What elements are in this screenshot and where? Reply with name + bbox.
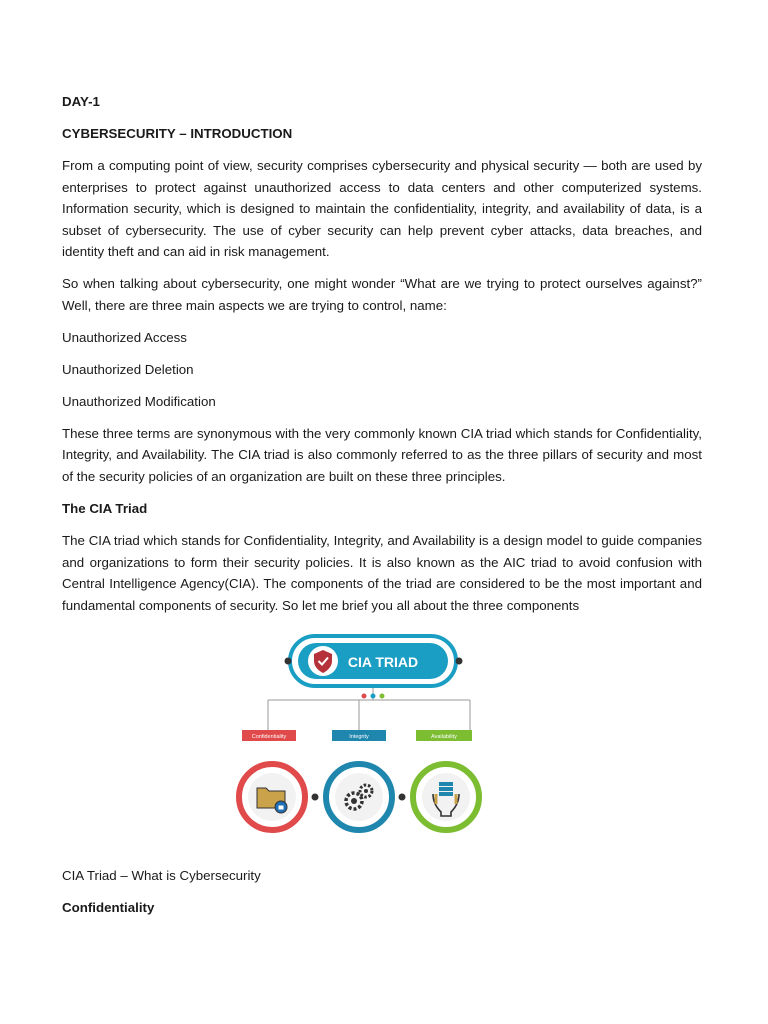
connector-dot <box>399 794 406 801</box>
paragraph-aspects: So when talking about cybersecurity, one might wonder “What are we trying to protect ourselves against?” Well, there are three main aspects we are trying to control, name: <box>62 276 702 313</box>
cia-triad-figure <box>235 630 535 865</box>
label-confidentiality <box>242 730 296 741</box>
svg-text:Integrity: Integrity <box>349 734 369 741</box>
document-page <box>62 91 702 929</box>
svg-text:Confidentiality: Confidentiality <box>251 734 287 741</box>
paragraph-cia-terms: These three terms are synonymous with the very commonly known CIA triad which stands for Confidentiality, Integrity, and Availability. The CIA triad is also commonly referred to as the three pillars of security and most of the security policies of an organization are built on these three principles. <box>62 425 702 485</box>
page-title: CYBERSECURITY – INTRODUCTION <box>62 125 293 141</box>
banner-title: CIA TRIAD <box>347 654 419 671</box>
list-item-modification: Unauthorized Modification <box>62 393 216 409</box>
paragraph-intro: From a computing point of view, security comprises cybersecurity and physical security — both are used by enterprises to protect against unauthorized access to data centers and other computerized systems. Information security, which is designed to maintain the confidentiality, integrity, and availability of data, is a subset of cybersecurity. The use of cyber security can help prevent cyber attacks, data breaches, and identity theft and can aid in risk management. <box>62 157 702 260</box>
day-label: DAY-1 <box>62 94 100 109</box>
confidentiality-circle <box>239 764 305 830</box>
section-heading-confidentiality: Confidentiality <box>62 900 155 916</box>
cia-banner <box>285 636 463 686</box>
label-availability <box>416 730 472 741</box>
integrity-circle <box>326 764 392 830</box>
triad-connectors <box>268 688 470 730</box>
list-item-deletion: Unauthorized Deletion <box>62 361 194 377</box>
availability-circle <box>413 764 479 830</box>
section-heading-cia-triad: The CIA Triad <box>62 501 148 517</box>
connector-dot <box>312 794 319 801</box>
label-integrity <box>332 730 386 741</box>
list-item-access: Unauthorized Access <box>62 329 187 345</box>
figure-caption: CIA Triad – What is Cybersecurity <box>62 868 261 884</box>
shield-check-icon <box>308 646 338 676</box>
svg-text:Availability: Availability <box>431 734 457 741</box>
paragraph-cia-model: The CIA triad which stands for Confidentiality, Integrity, and Availability is a design model to guide companies and organizations to form their security policies. It is also known as the AIC triad to avoid confusion with Central Intelligence Agency(CIA). The components of the triad are considered to be the most important and fundamental components of security. So let me brief you all about the three components <box>62 533 702 613</box>
